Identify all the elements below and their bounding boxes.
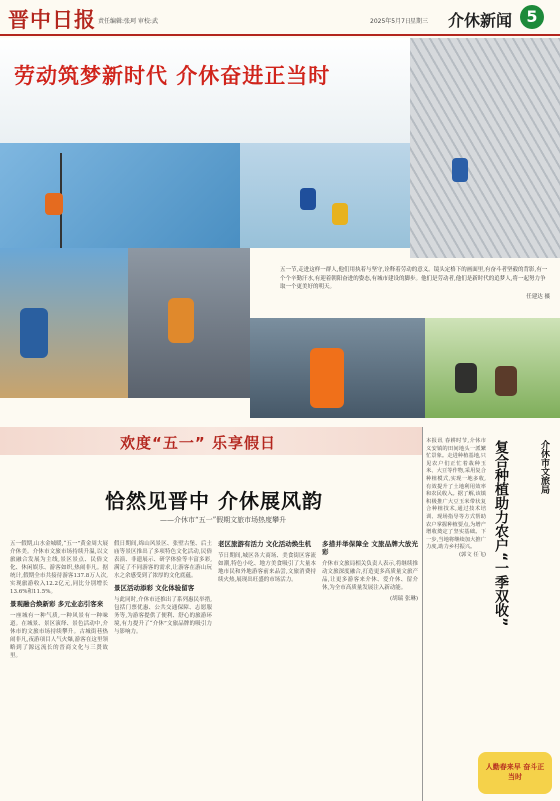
- sidebar-paragraph: 本报讯 春耕时节,介休市义安镇的田间地头一派繁忙景象。走进种植基地,只见农户们正忙着栽种玉米、大豆等作物,采用复合种植模式,实现一地多收,有效提升了土地利用效率和农民收入。据了解,该镇积极推广大豆玉米带状复合种植技术,通过技术培训、现场指导等方式帮助农户掌握种植要点,为增产增收奠定了坚实基础。下一步,当地将继续加大推广力度,助力乡村振兴。: [426, 438, 486, 551]
- worker-figure: [495, 366, 517, 396]
- photo-steel-frame: [410, 38, 560, 258]
- issue-weekday: 星期三: [410, 18, 429, 25]
- photo-construction-worker: [0, 248, 128, 398]
- article-column-2: [114, 540, 212, 795]
- article-subtitle: 景观融合焕新彩 多元业态引客来: [10, 600, 104, 608]
- issue-date: 2025年5月7日: [370, 18, 411, 25]
- photo-feature: [0, 38, 560, 423]
- article-author: (胡瑞 张琳): [389, 596, 418, 602]
- article-paragraph: 假日期间,绵山风景区、张壁古堡、后土庙等景区推出了多项特色文化活动,民俗表演、非遗展示、研学体验等丰富多彩,满足了不同游客的需求,让游客在游山玩水之余感受到了浓厚的文化底蕴。: [114, 541, 212, 579]
- page-number-badge: 5: [520, 5, 544, 29]
- ad-badge: [478, 752, 552, 794]
- article-paragraph: 与此同时,介休市还推出了系列惠民举措,包括门票优惠、公共交通保障、志愿服务等,为游客提供了便利、舒心的旅游环境,有力提升了“介休”文旅品牌的吸引力与影响力。: [114, 597, 212, 635]
- sidebar-body: [426, 438, 486, 560]
- article-subtitle: 老区旅游有活力 文化活动焕生机: [218, 540, 312, 548]
- photo-power-workers: [0, 143, 240, 248]
- sidebar-title: 介休市文旅局: [539, 440, 549, 494]
- worker-figure: [20, 308, 48, 358]
- feature-caption-text: 五一节,走进这样一群人,他们用执着与坚守,诠释着劳动的意义。镜头定格下的画面里,有奋斗者坚毅的背影,有一个个辛勤汗水,有迎着朝阳奋进的姿态,有城市建设的脚步。他们是劳动者,他们是新时代的追梦人,将一起努力争取一个更美好的明天。: [280, 267, 548, 290]
- article-paragraph: 一座城有一种气质,一种风景有一种味道。在城景、景区演绎、景色活动中,介休市的文旅市场持续攀升。古城街巷热闹非凡,夜游项目人气火爆,游客在这里领略到了源远流长的晋商文化与三贤故里。: [10, 613, 108, 659]
- section-title: 介休新闻: [447, 11, 512, 30]
- photo-credit: 任建达 摄: [526, 293, 550, 300]
- worker-figure: [455, 363, 477, 393]
- article-column-3: [218, 540, 316, 795]
- feature-caption: [280, 266, 550, 301]
- article-column-4: [322, 540, 418, 795]
- photo-orange-worker: [250, 318, 425, 418]
- feature-banner: [14, 60, 394, 100]
- photo-plant-workers: [128, 248, 250, 398]
- worker-figure: [45, 193, 63, 215]
- article-paragraph: 节日期间,城区各大商场、美食街区客流如潮,特色小吃、地方美食吸引了大量本地市民和外地游客前来品尝,文旅消费持续火热,展现出旺盛的市场活力。: [218, 553, 316, 583]
- article-column-1: [10, 540, 108, 795]
- article-paragraph: 介休市文旅局相关负责人表示,将继续推动文旅深度融合,打造更多高质量文旅产品,让更多游客来介休、爱介休、留介休,为全市高质量发展注入新动能。: [322, 561, 418, 591]
- holiday-band-title: 欢度“五一” 乐享假日: [120, 434, 276, 452]
- newspaper-logo: 晋中日报: [8, 7, 96, 32]
- worker-figure: [300, 188, 316, 210]
- photo-farmers: [425, 318, 560, 418]
- editor-line: 责任编辑:张珂 审校:武: [98, 18, 158, 25]
- feature-banner-text: 劳动筑梦新时代 介休奋进正当时: [14, 64, 331, 88]
- sidebar-headline: 复合种植助力农户“一季双收”: [493, 440, 509, 627]
- worker-figure: [452, 158, 468, 182]
- sidebar-author: (郭文 任飞): [458, 551, 486, 558]
- worker-figure: [332, 203, 348, 225]
- masthead: [0, 0, 560, 36]
- article-subtitle: 景区活动添彩 文化体验留客: [114, 584, 195, 592]
- holiday-band: [0, 427, 422, 455]
- ad-badge-text: 人勤春来早 奋斗正当时: [485, 763, 545, 781]
- worker-figure: [168, 298, 194, 343]
- article-subhead: ——介休市“五一”假期文旅市场热度攀升: [160, 516, 287, 524]
- photo-line-workers: [240, 143, 410, 248]
- article-subtitle: 多措并举保障全 文旅品牌大放光彩: [322, 540, 418, 556]
- article-paragraph: 五一假期,山水金城暖,“五一”黄金周大展介休美。介休市文旅市场持续升温,以文旅融合发展为主线,景区景点、民俗文化、休闲娱乐、游客如织,热闹非凡。据统计,假期全市共接待游客137.8万人次,实现旅游收入12.2亿元,同比分别增长13.6%和11.5%。: [10, 541, 108, 595]
- worker-figure: [310, 348, 344, 408]
- article-headline: 恰然见晋中 介休展风韵: [105, 489, 323, 513]
